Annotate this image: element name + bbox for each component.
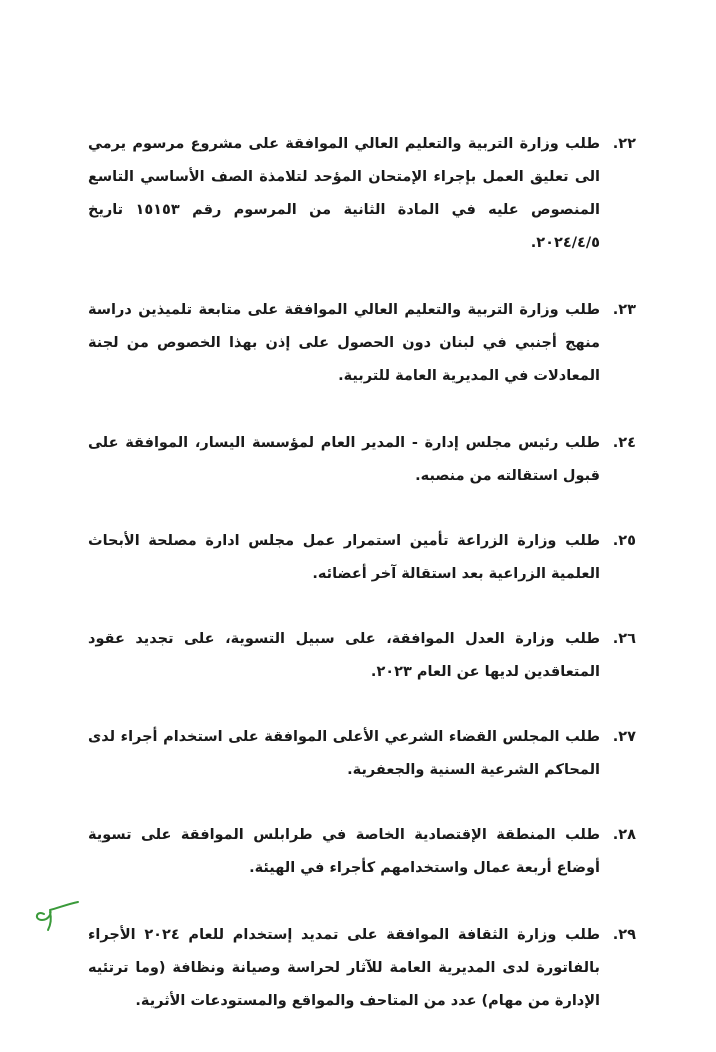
item-number: ٢٧. (612, 729, 636, 745)
agenda-item-29 (88, 919, 636, 1018)
item-text: طلب وزارة العدل الموافقة، على سبيل التسوية، على تجديد عقود المتعاقدين لديها عن العام ٢٠٢٣. (88, 631, 600, 680)
item-text: طلب المجلس القضاء الشرعي الأعلى الموافقة على استخدام أجراء لدى المحاكم الشرعية السنية والجعفرية. (88, 729, 600, 778)
item-number: ٢٥. (612, 533, 636, 549)
item-text: طلب وزارة التربية والتعليم العالي الموافقة على متابعة تلميذين دراسة منهج أجنبي في لبنان دون الحصول على إذن بهذا الخصوص من لجنة المعادلات في المديرية العامة للتربية. (88, 302, 600, 384)
agenda-list (88, 128, 636, 1052)
agenda-item-22 (88, 128, 636, 260)
item-number: ٢٩. (612, 927, 636, 943)
agenda-item-24 (88, 427, 636, 493)
item-text: طلب وزارة الثقافة الموافقة على تمديد إستخدام للعام ٢٠٢٤ الأجراء بالفاتورة لدى المديرية العامة للآثار لحراسة وصيانة ونظافة (وما ترتئيه الإدارة من مهام) عدد من المتاحف والمواقع والمستودعات الأثرية. (88, 927, 600, 1009)
agenda-item-26 (88, 623, 636, 689)
agenda-item-27 (88, 721, 636, 787)
item-number: ٢٣. (612, 302, 636, 318)
agenda-item-23 (88, 294, 636, 393)
item-number: ٢٢. (612, 136, 636, 152)
item-text: طلب وزارة الزراعة تأمين استمرار عمل مجلس ادارة مصلحة الأبحاث العلمية الزراعية بعد استقالة آخر أعضائه. (88, 533, 600, 582)
agenda-item-28 (88, 819, 636, 885)
item-number: ٢٨. (612, 827, 636, 843)
item-number: ٢٦. (612, 631, 636, 647)
item-text: طلب وزارة التربية والتعليم العالي الموافقة على مشروع مرسوم يرمي الى تعليق العمل بإجراء الإمتحان المؤحد لتلامذة الصف الأساسي التاسع المنصوص عليه في المادة الثانية من المرسوم رقم ١٥١٥٣ تاريخ ٢٠٢٤/٤/٥. (88, 136, 600, 251)
item-number: ٢٤. (612, 435, 636, 451)
item-text: طلب رئيس مجلس إدارة - المدير العام لمؤسسة اليسار، الموافقة على قبول استقالته من منصبه. (88, 435, 600, 484)
item-text: طلب المنطقة الإقتصادية الخاصة في طرابلس الموافقة على تسوية أوضاع أربعة عمال واستخدامهم كأجراء في الهيئة. (88, 827, 600, 876)
handwritten-initial-icon (28, 896, 84, 936)
agenda-item-25 (88, 525, 636, 591)
